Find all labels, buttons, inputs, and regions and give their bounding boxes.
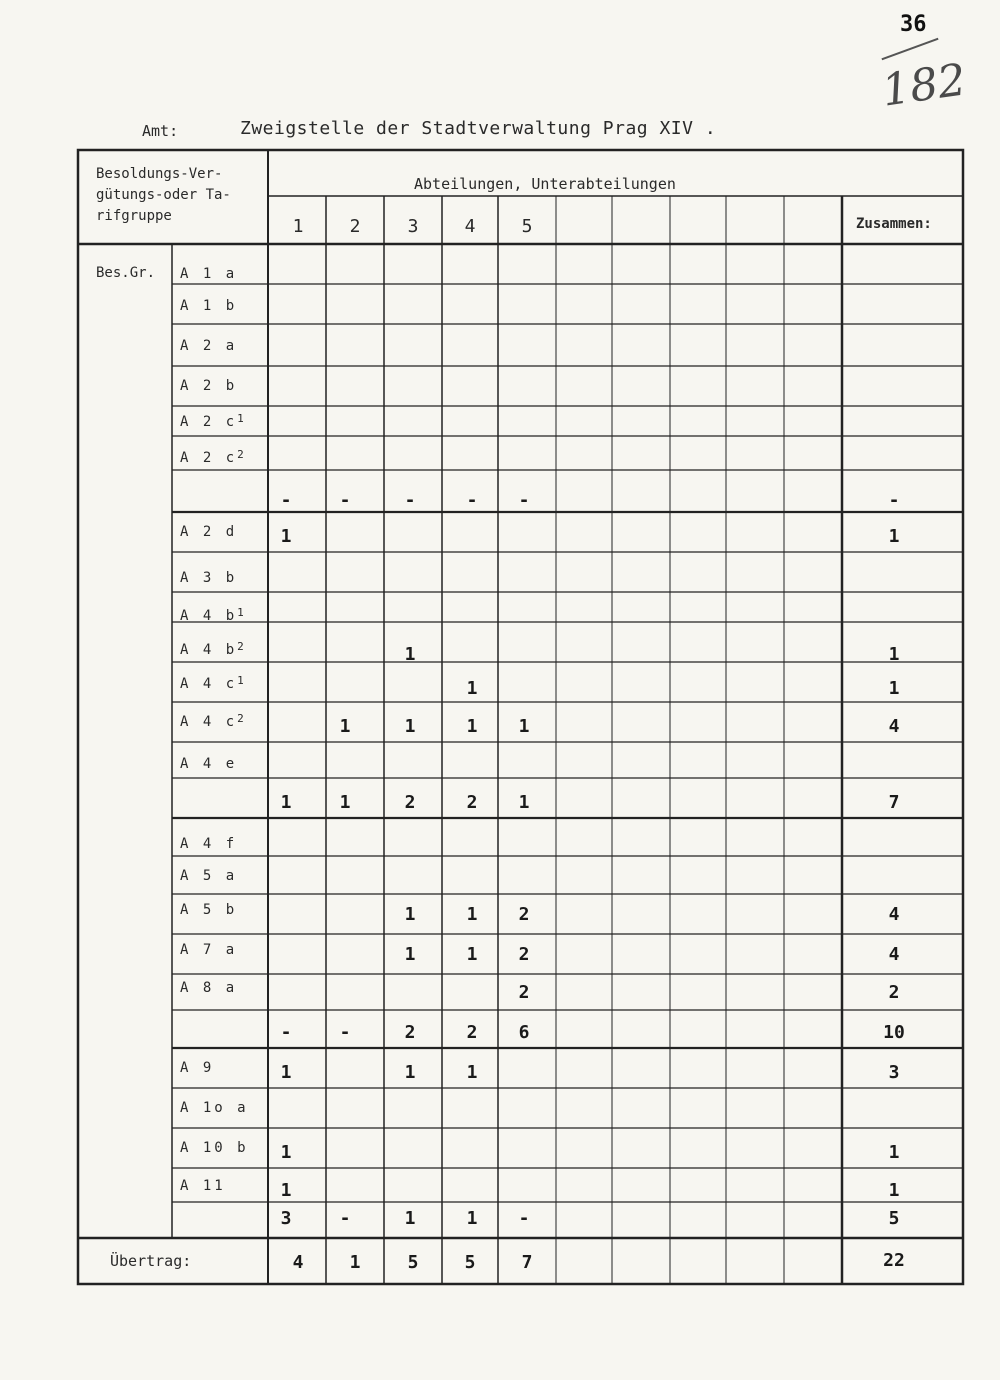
- table-cell: 1: [404, 644, 416, 665]
- table-cell: 1: [466, 1208, 478, 1229]
- table-cell: 2: [466, 1022, 478, 1043]
- row-total: -: [888, 490, 900, 511]
- row-label: [180, 1178, 226, 1194]
- table-cell: 1: [518, 716, 530, 737]
- row-label: [180, 642, 244, 658]
- table-cell: 1: [466, 678, 478, 699]
- row-label: [180, 1100, 249, 1116]
- row-label: [180, 902, 237, 918]
- row-label-text: A 9: [180, 1060, 215, 1076]
- row-label: [180, 980, 237, 996]
- row-label-superscript: 2: [237, 448, 244, 461]
- carry-forward-cell-1: 4: [292, 1252, 304, 1273]
- row-label-text: A 4 b: [180, 642, 238, 658]
- table-cell: 6: [518, 1022, 530, 1043]
- row-label-text: A 5 a: [180, 868, 238, 884]
- row-total: 7: [888, 792, 900, 813]
- row-label: [180, 524, 237, 540]
- table-cell: 2: [404, 1022, 416, 1043]
- row-label-text: A 2 c: [180, 450, 238, 466]
- row-total: 4: [888, 944, 900, 965]
- row-label-superscript: 1: [237, 412, 244, 425]
- row-label-text: A 1 a: [180, 266, 238, 282]
- table-cell: -: [280, 490, 292, 511]
- row-label-text: A 4 c: [180, 714, 238, 730]
- row-label: [180, 1140, 249, 1156]
- row-label-text: A 4 c: [180, 676, 238, 692]
- row-label-text: A 2 b: [180, 378, 238, 394]
- column-header-1: 1: [292, 216, 304, 237]
- row-label-text: A 1o a: [180, 1100, 249, 1116]
- table-cell: -: [404, 490, 416, 511]
- row-label: [180, 608, 244, 624]
- row-label: [180, 676, 244, 692]
- table-cell: 1: [339, 716, 351, 737]
- row-total: 3: [888, 1062, 900, 1083]
- row-label-superscript: 2: [237, 712, 244, 725]
- table-cell: 1: [280, 792, 292, 813]
- row-label-text: A 3 b: [180, 570, 238, 586]
- row-label-text: A 2 a: [180, 338, 238, 354]
- column-header-2: 2: [349, 216, 361, 237]
- table-cell: 2: [404, 792, 416, 813]
- table-cell: 1: [404, 716, 416, 737]
- carry-forward-cell-4: 5: [464, 1252, 476, 1273]
- table-cell: -: [339, 490, 351, 511]
- row-label: [180, 450, 244, 466]
- row-label-text: A 7 a: [180, 942, 238, 958]
- section-label: Bes.Gr.: [96, 265, 156, 281]
- row-total: 1: [888, 1180, 900, 1201]
- row-label: [180, 298, 237, 314]
- office-name: Zweigstelle der Stadtverwaltung Prag XIV .: [240, 118, 717, 139]
- table-cell: -: [518, 1208, 530, 1229]
- row-label-text: A 10 b: [180, 1140, 249, 1156]
- column-header-3: 3: [407, 216, 419, 237]
- table-cell: 2: [518, 944, 530, 965]
- row-total: 4: [888, 904, 900, 925]
- row-label-text: A 1 b: [180, 298, 238, 314]
- row-label: [180, 868, 237, 884]
- column-header-4: 4: [464, 216, 476, 237]
- carry-forward-cell-5: 7: [521, 1252, 533, 1273]
- office-label: Amt:: [142, 122, 179, 140]
- row-label: [180, 714, 244, 730]
- row-total: 1: [888, 526, 900, 547]
- table-cell: -: [280, 1022, 292, 1043]
- row-label: [180, 756, 237, 772]
- table-cell: 3: [280, 1208, 292, 1229]
- table-cell: 1: [404, 1062, 416, 1083]
- row-total: 2: [888, 982, 900, 1003]
- group-column-header: [96, 164, 266, 227]
- row-label-superscript: 1: [237, 674, 244, 687]
- row-label: [180, 1060, 214, 1076]
- row-label: [180, 266, 237, 282]
- row-total: 4: [888, 716, 900, 737]
- table-cell: 1: [280, 1062, 292, 1083]
- row-label: [180, 570, 237, 586]
- row-label-superscript: 2: [237, 640, 244, 653]
- table-cell: 1: [466, 716, 478, 737]
- row-total: 10: [883, 1022, 905, 1043]
- carry-forward-cell-2: 1: [349, 1252, 361, 1273]
- row-label: [180, 414, 244, 430]
- row-label: [180, 836, 237, 852]
- handwritten-folio-number: 182: [878, 54, 970, 117]
- group-header-line-1: Besoldungs-Ver-: [96, 166, 223, 182]
- carry-forward-total: 22: [883, 1250, 905, 1271]
- row-label-text: A 2 d: [180, 524, 238, 540]
- column-header-5: 5: [521, 216, 533, 237]
- table-cell: 1: [280, 1142, 292, 1163]
- table-cell: 1: [404, 904, 416, 925]
- row-label-superscript: 1: [237, 606, 244, 619]
- row-total: 1: [888, 644, 900, 665]
- table-cell: 2: [518, 904, 530, 925]
- table-cell: 2: [466, 792, 478, 813]
- row-label: [180, 338, 237, 354]
- row-label-text: A 4 e: [180, 756, 238, 772]
- page-number: 36: [900, 12, 927, 37]
- row-label-text: A 2 c: [180, 414, 238, 430]
- table-cell: 1: [466, 904, 478, 925]
- row-label: [180, 942, 237, 958]
- carry-forward-cell-3: 5: [407, 1252, 419, 1273]
- table-cell: 1: [466, 1062, 478, 1083]
- departments-header: Abteilungen, Unterabteilungen: [414, 175, 676, 193]
- table-cell: 1: [280, 526, 292, 547]
- row-label-text: A 4 b: [180, 608, 238, 624]
- table-cell: 1: [280, 1180, 292, 1201]
- group-header-line-3: rifgruppe: [96, 208, 172, 224]
- total-column-header: Zusammen:: [856, 216, 932, 232]
- table-cell: 1: [518, 792, 530, 813]
- table-cell: -: [339, 1022, 351, 1043]
- table-cell: -: [466, 490, 478, 511]
- table-cell: -: [518, 490, 530, 511]
- table-cell: 1: [466, 944, 478, 965]
- row-total: 1: [888, 678, 900, 699]
- group-header-line-2: gütungs-oder Ta-: [96, 187, 231, 203]
- table-cell: 1: [339, 792, 351, 813]
- row-total: 5: [888, 1208, 900, 1229]
- table-cell: -: [339, 1208, 351, 1229]
- table-cell: 1: [404, 944, 416, 965]
- table-cell: 1: [404, 1208, 416, 1229]
- carry-forward-label: Übertrag:: [110, 1252, 192, 1270]
- row-label: [180, 378, 237, 394]
- row-label-text: A 11: [180, 1178, 226, 1194]
- table-cell: 2: [518, 982, 530, 1003]
- row-label-text: A 4 f: [180, 836, 238, 852]
- row-label-text: A 8 a: [180, 980, 238, 996]
- row-total: 1: [888, 1142, 900, 1163]
- row-label-text: A 5 b: [180, 902, 238, 918]
